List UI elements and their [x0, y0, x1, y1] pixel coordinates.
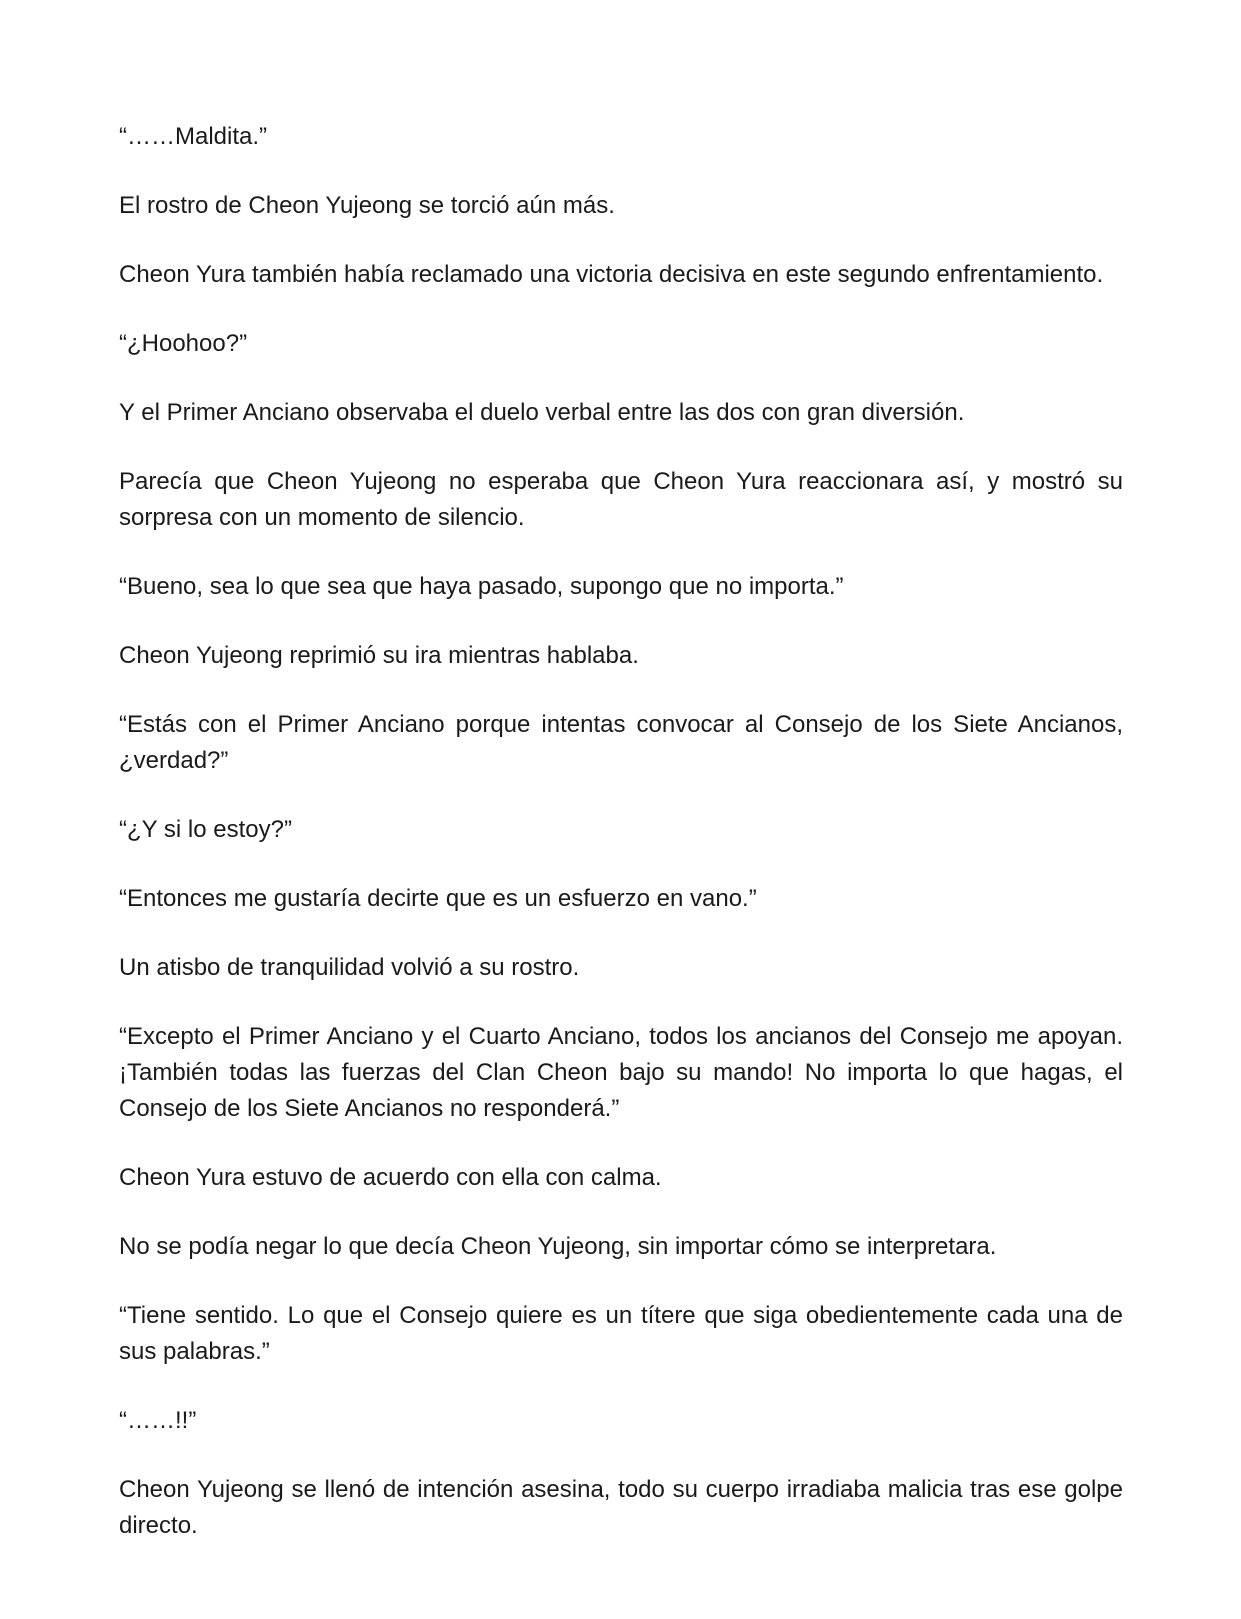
paragraph: “Excepto el Primer Anciano y el Cuarto Anciano, todos los ancianos del Consejo me apoyan. ¡También todas las fuerzas del Clan Cheon bajo su mando! No importa lo que hagas, el Consejo de los Siete Ancianos no responderá.”	[119, 1023, 1123, 1122]
paragraph: Cheon Yura estuvo de acuerdo con ella con calma.	[119, 1164, 662, 1191]
paragraph: “¿Y si lo estoy?”	[119, 816, 292, 843]
paragraph: Un atisbo de tranquilidad volvió a su rostro.	[119, 954, 580, 981]
paragraph: Y el Primer Anciano observaba el duelo verbal entre las dos con gran diversión.	[119, 399, 965, 426]
paragraph: “¿Hoohoo?”	[119, 330, 248, 357]
paragraph: Parecía que Cheon Yujeong no esperaba que Cheon Yura reaccionara así, y mostró su sorpresa con un momento de silencio.	[119, 468, 1123, 531]
paragraph: Cheon Yura también había reclamado una victoria decisiva en este segundo enfrentamiento.	[119, 261, 1104, 288]
paragraph: Cheon Yujeong reprimió su ira mientras hablaba.	[119, 642, 639, 669]
paragraph: “Bueno, sea lo que sea que haya pasado, supongo que no importa.”	[119, 573, 844, 600]
paragraph: “Tiene sentido. Lo que el Consejo quiere es un títere que siga obedientemente cada una de sus palabras.”	[119, 1302, 1123, 1365]
paragraph: “Estás con el Primer Anciano porque intentas convocar al Consejo de los Siete Ancianos, ¿verdad?”	[119, 711, 1123, 774]
paragraph: “……!!”	[119, 1407, 197, 1434]
text-body	[119, 119, 1123, 1544]
paragraph: “Entonces me gustaría decirte que es un esfuerzo en vano.”	[119, 885, 757, 912]
paragraph: No se podía negar lo que decía Cheon Yujeong, sin importar cómo se interpretara.	[119, 1233, 997, 1260]
paragraph: El rostro de Cheon Yujeong se torció aún más.	[119, 192, 615, 219]
paragraph: Cheon Yujeong se llenó de intención asesina, todo su cuerpo irradiaba malicia tras ese golpe directo.	[119, 1476, 1123, 1539]
paragraph: “……Maldita.”	[119, 123, 268, 150]
